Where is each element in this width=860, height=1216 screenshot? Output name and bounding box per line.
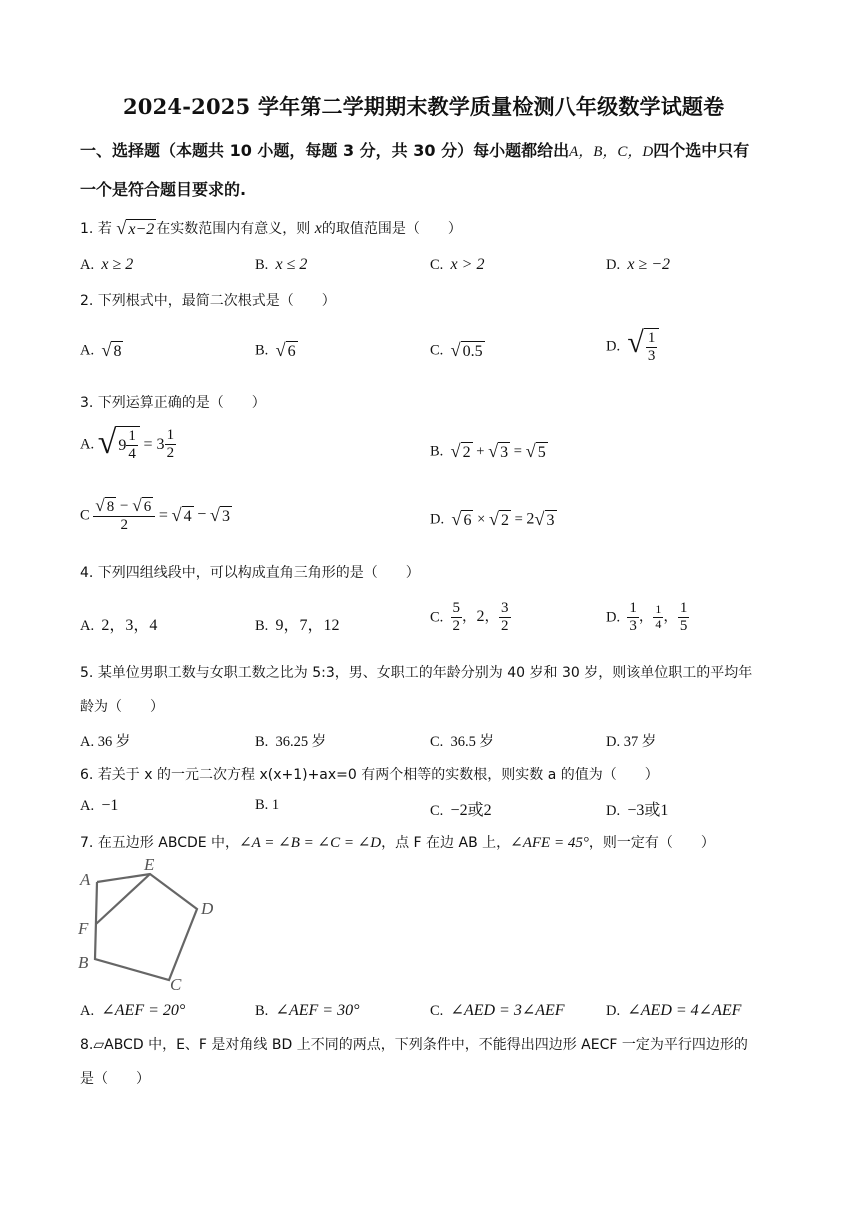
option-7d: D. ∠AED = 4∠AEF [606, 1002, 742, 1019]
radical-expression: √ x−2 [116, 218, 155, 238]
option-2b: B. √ 6 [255, 340, 296, 360]
question-5: 5. 某单位男职工数与女职工数之比为 5:3，男、女职工的年龄分别为 40 岁和 30 岁，则该单位职工的平均年 [80, 665, 753, 681]
question-4: 4. 下列四组线段中，可以构成直角三角形的是（ ） [80, 565, 420, 581]
option-3a: A. √ 9 $\frac{1}{4}$ = 3 $\frac{1}{2}$ [80, 424, 175, 463]
section-heading-tail: 四个选中只有 [653, 141, 750, 160]
option-7c: C. ∠AED = 3∠AEF [430, 1002, 565, 1019]
question-text: 的取值范围是（ ） [321, 221, 462, 237]
pentagon-outline [95, 874, 197, 980]
question-5-line2: 龄为（ ） [80, 699, 164, 715]
section-heading-line2: 一个是符合题目要求的. [80, 180, 247, 199]
option-5c: C. 36.5 岁 [430, 734, 495, 750]
option-1b: B. x ≤ 2 [255, 256, 308, 273]
pentagon-figure [74, 852, 224, 994]
question-1 [80, 218, 462, 239]
option-2d: D. √ $\frac{1}{3}$ [606, 328, 659, 366]
option-3d: D. √ 6 × √ 2 = 2 √ 3 [430, 509, 555, 529]
question-number: 1. [80, 221, 94, 237]
option-6a: A. −1 [80, 797, 119, 814]
option-3b: B. √ 2 + √ 3 = √ 5 [430, 441, 546, 461]
question-text: 若 [97, 221, 112, 237]
label-f: F [78, 919, 89, 938]
option-7a: A. ∠AEF = 20° [80, 1002, 186, 1019]
section-heading [80, 138, 749, 161]
option-1a: A. x ≥ 2 [80, 256, 134, 273]
option-2a: A. √ 8 [80, 340, 122, 360]
question-2: 2. 下列根式中，最简二次根式是（ ） [80, 293, 336, 309]
option-2c: C. √ 0.5 [430, 340, 483, 360]
question-6: 6. 若关于 x 的一元二次方程 x(x+1)+ax=0 有两个相等的实数根，则实数 a 的值为（ ） [80, 767, 659, 783]
option-5b: B. 36.25 岁 [255, 734, 327, 750]
question-8: 8.▱ABCD 中，E、F 是对角线 BD 上不同的两点，下列条件中，不能得出四边形 AECF 一定为平行四边形的 [80, 1037, 748, 1053]
question-7: 7. 在五边形 ABCDE 中，∠A = ∠B = ∠C = ∠D，点 F 在边 AB 上，∠AFE = 45°，则一定有（ ） [80, 835, 715, 851]
label-c: C [170, 975, 182, 994]
option-3c: C √ 8 − √ 6 2 = √ 4 − √ 3 [80, 496, 230, 534]
label-b: B [78, 953, 89, 972]
variable: x [314, 220, 322, 237]
option-6d: D. −3或1 [606, 802, 669, 819]
option-4a: A. 2，3，4 [80, 617, 158, 634]
option-4c: C. $\frac{5}{2}$ ，2， $\frac{3}{2}$ [430, 600, 509, 635]
option-1d: D. x ≥ −2 [606, 256, 671, 273]
label-d: D [201, 899, 214, 918]
option-6c: C. −2或2 [430, 802, 492, 819]
question-3: 3. 下列运算正确的是（ ） [80, 395, 266, 411]
label-e: E [144, 855, 155, 874]
option-6b: B. 1 [255, 797, 280, 813]
page-title: 2024-2025 学年第二学期期末教学质量检测八年级数学试题卷 [123, 94, 725, 119]
label-a: A [80, 870, 91, 889]
option-4b: B. 9，7，12 [255, 617, 340, 634]
question-8-line2: 是（ ） [80, 1071, 150, 1087]
option-5d: D. 37 岁 [606, 734, 657, 750]
option-5a: A. 36 岁 [80, 734, 131, 750]
section-heading-text: 一、选择题（本题共 10 小题，每题 3 分，共 30 分）每小题都给出 [80, 141, 570, 160]
section-heading-letters: A，B，C，D [569, 144, 654, 160]
option-4d: D. $\frac{1}{3}$ ， $\frac{1}{4}$ ， $\frac{1}{5}$ [606, 600, 688, 635]
question-text: 在实数范围内有意义，则 [156, 221, 311, 237]
option-7b: B. ∠AEF = 30° [255, 1002, 360, 1019]
option-1c: C. x > 2 [430, 256, 485, 273]
